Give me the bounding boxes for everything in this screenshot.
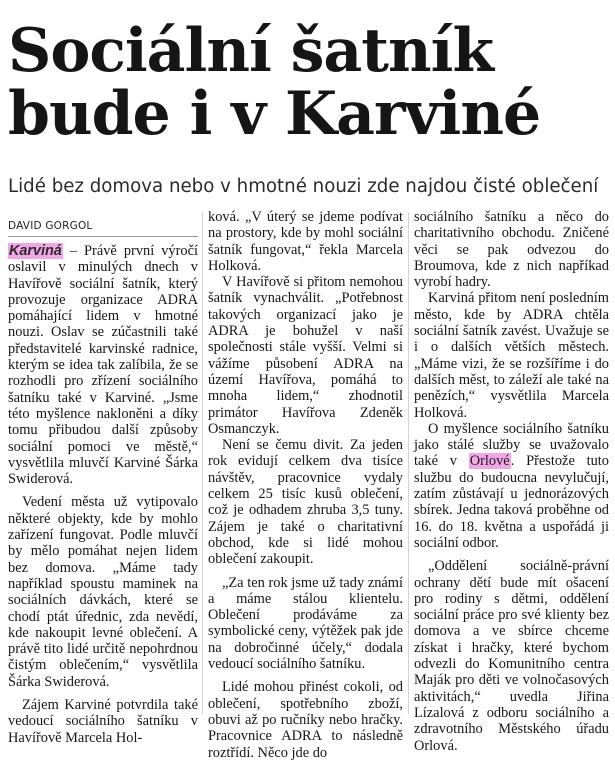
paragraph [414,421,609,551]
paragraph: ková. „V úterý se jdeme podívat na prostory, kde by mohl sociální šatník fungovat,“ řekla Marcela Holková. [208,209,403,274]
headline [8,16,608,149]
paragraph: „Oddělení sociálně-právní ochrany dětí bude mít ošacení pro rodiny s dětmi, oddělení sociální práce pro své klienty bez domova a ve sbírce chceme získat i hračky, které bychom odvezli do Komunitního centra Maják pro děti ve volnočasových aktivitách,“ uvedla Jiřina Lízalová z odboru sociálního a zdravotního Městského úřadu Orlová. [414,558,609,754]
column-divider [408,212,409,714]
paragraph: V Havířově si přitom nemohou šatník vynachválit. „Potřebnost takových organizací jako je ADRA je bohužel v naší společnosti stále vyšší. Velmi si vážíme působení ADRA na území Havířova, pomáhá to mnoha lidem,“ zhodnotil primátor Havířova Zdeněk Osmanczyk. [208,274,403,437]
paragraph-text: – Právě první výročí oslavil v minulých dnech v Havířově sociální šatník, který provozuje organizace ADRA pomáhající lidem v hmotné nouzi. Oslav se zúčastnili také představitelé karvinské radnice, kterým se idea tak zalíbila, že se rozhodli pro zřízení sociálního šatníku také v Karviné. „Jsme této myšlence nakloněni a díky tomu přibudou další způsoby sociální pomoci ve městě,“ vysvětlila mluvčí Karviné Šárka Swiderová. [8,243,198,488]
column-2 [208,209,403,761]
byline: DAVID GORGOL [8,220,198,237]
paragraph: Karviná přitom není posledním město, kde by ADRA chtěla sociální šatník zavést. Uvažuje se i o dalších větších městech. „Máme vizi, že se rozšíříme i do dalších měst, to záleží ale také na penězích,“ vysvětlila Marcela Holková. [414,290,609,421]
headline-line-2: bude i v Karviné [8,79,541,149]
paragraph: „Za ten rok jsme už tady známí a máme stálou klientelu. Oblečení prodáváme za symbolické ceny, výtěžek pak jde na dobročinné účely,“ dodala vedoucí sociálního šatníku. [208,574,403,673]
dateline-highlight: Karviná [9,243,62,259]
paragraph-text: O myšlence sociálního šatníku jako stálé služby se uvažovalo také v [414,420,609,470]
column-1 [8,243,198,746]
paragraph: sociálního šatníku a něco do charitativního obchodu. Zničené věci se pak odvezou do Broumova, kde z nich napříkad vyrobí hadry. [414,209,609,291]
subtitle: Lidé bez domova nebo v hmotné nouzi zde najdou čisté oblečení [8,176,599,197]
paragraph-text: . Přestože tuto službu do budoucna nevylučují, zatím zůstávají u jednorázových sbírek. Jedna taková proběhne od 16. do 18. května a uspořádá ji sociální odbor. [414,453,610,551]
paragraph [8,243,198,487]
paragraph: Zájem Karviné potvrdila také vedoucí sociálního šatníku v Havířově Marcela Hol- [8,697,198,746]
city-highlight: Orlové [469,453,510,470]
column-3 [414,209,609,754]
paragraph: Není se čemu divit. Za jeden rok evidují celkem dva tisíce návštěv, pracovnice vydaly celkem 25 tisíc kusů oblečení, což je odhadem zhruba 3,5 tuny. Zájem je také o charitativní obchod, kde si lidé mohou oblečení zakoupit. [208,437,403,568]
paragraph: Lidé mohou přinést cokoli, od oblečení, spotřebního zboží, obuvi až po ručníky nebo hračky. Pracovnice ADRA to následně roztřídí. Něco jde do [208,679,403,761]
headline-line-1: Sociální šatník [8,16,494,86]
paragraph: Vedení města už vytipovalo některé objekty, kde by mohlo zařízení fungovat. Podle mluvčí by mělo pomáhat nejen lidem bez domova. „Máme tady například spoustu maminek na sociálních dávkách, které se chodí ptát úřednic, zda nevědí, kde nakoupit levné oblečení. A právě tito lidé určitě nepohrdnou čistým oblečením,“ vysvětlila Šárka Swiderová. [8,494,198,690]
column-divider [202,212,203,714]
